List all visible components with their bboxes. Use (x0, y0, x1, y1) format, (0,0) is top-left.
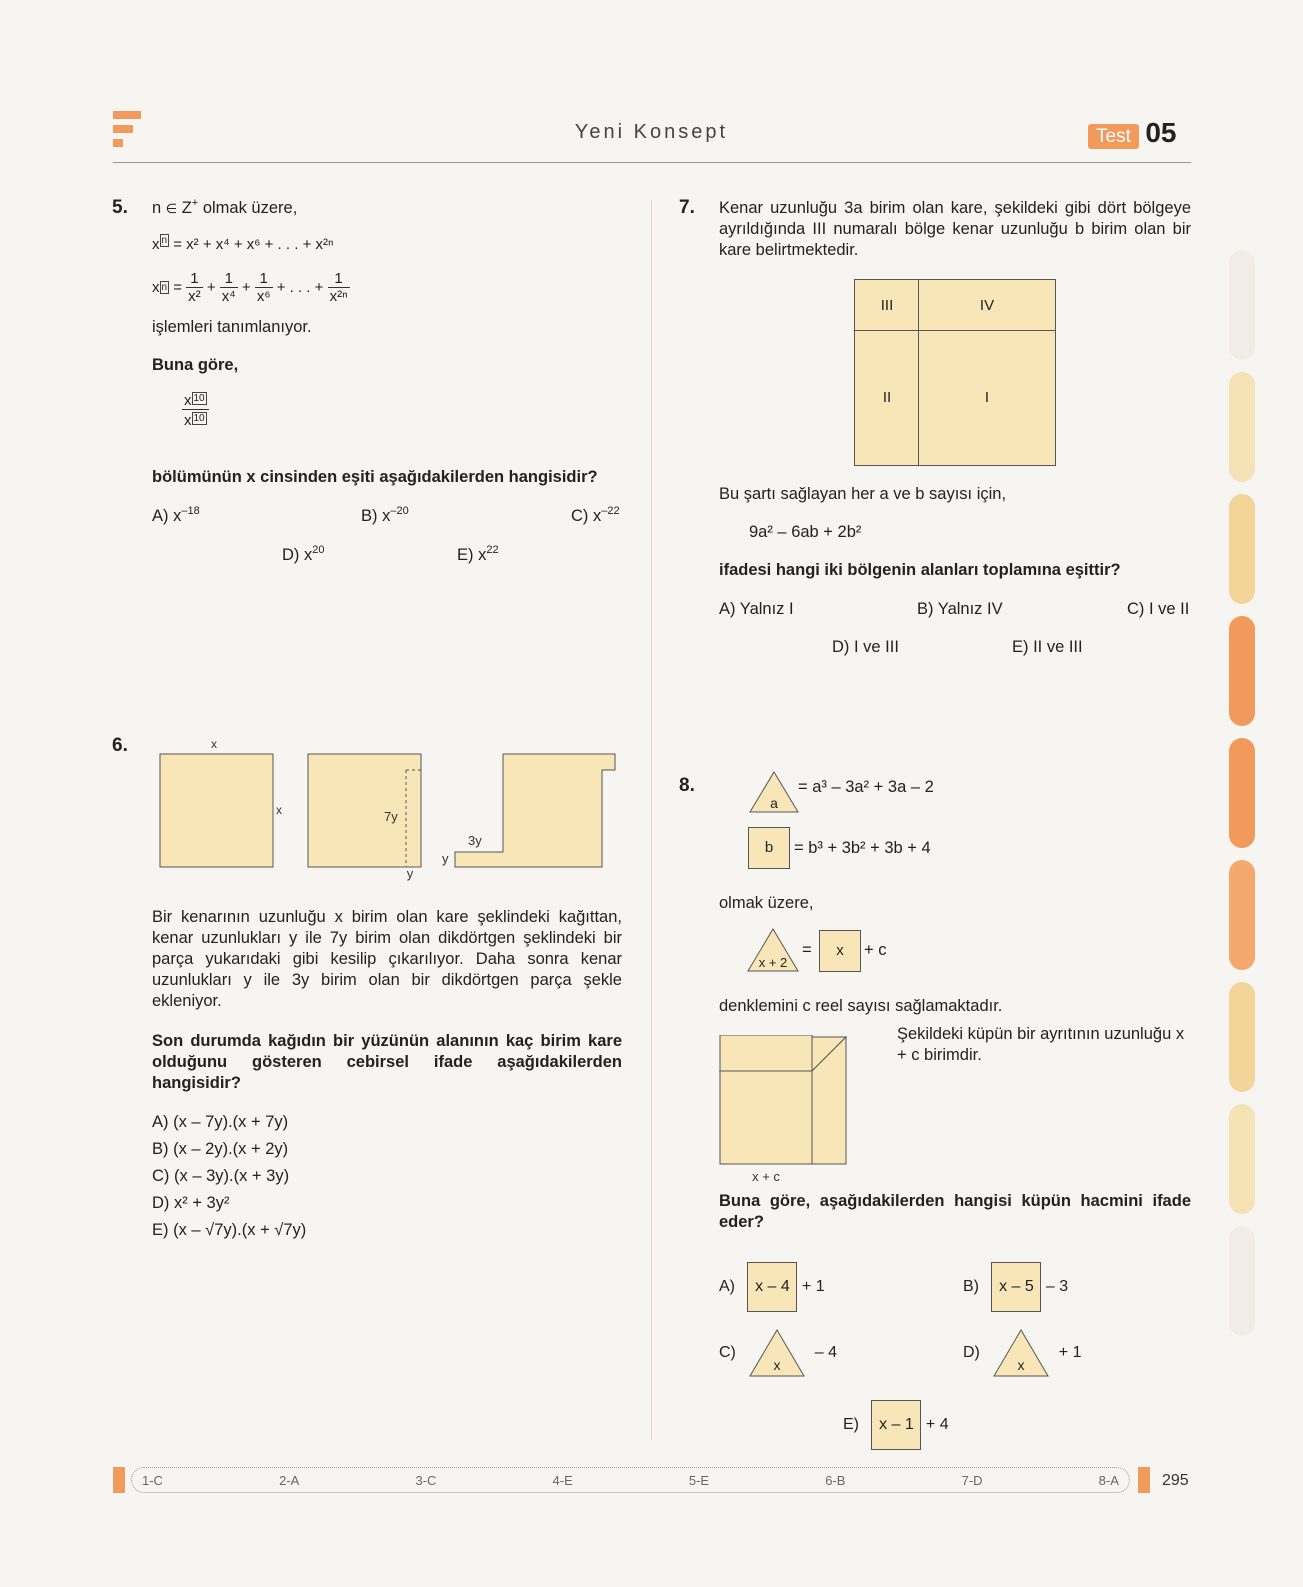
q6-cut-square (308, 754, 421, 867)
q5-after: işlemleri tanımlanıyor. (152, 318, 312, 336)
q7-figure (854, 279, 1055, 465)
q7-number: 7. (679, 197, 695, 218)
q8-number: 8. (679, 775, 695, 796)
q5-definition-2: x n = $\frac{1}{\text{x²}}$ + $\frac{1}{\text{x⁴}}$ + $\frac{1}{\text{x⁶}}$ + . . . + $\frac{1}{\text{x²ⁿ}}$ (152, 270, 348, 305)
q8-option-c[interactable]: C) x – 4 (719, 1328, 837, 1378)
footer-left-mark (113, 1467, 125, 1493)
q5-option-b[interactable]: B) $x^{-20}$ (361, 505, 409, 525)
answer-5: 5-E (688, 1472, 710, 1488)
svg-text:x: x (1017, 1357, 1025, 1373)
q5-option-a[interactable]: A) $x^{-18}$ (152, 505, 200, 525)
q6-label-x-side: x (276, 803, 282, 817)
page-number: 295 (1162, 1472, 1189, 1489)
q7-question: ifadesi hangi iki bölgenin alanları toplamına eşittir? (719, 561, 1121, 579)
q6-option-e[interactable]: E) (x – √7y).(x + √7y) (152, 1221, 307, 1239)
q6-label-y-bottom: y (406, 866, 414, 881)
q8-eq-equals: = (802, 941, 812, 959)
side-tab-3 (1229, 494, 1255, 604)
header-title: Yeni Konsept (574, 121, 729, 143)
q6-option-c[interactable]: C) (x – 3y).(x + 3y) (152, 1167, 290, 1185)
q7-expression: 9a² – 6ab + 2b² (749, 523, 862, 541)
answer-4: 4-E (552, 1472, 573, 1488)
test-badge (1088, 117, 1176, 149)
q6-square (160, 754, 273, 867)
q8-cube (718, 1035, 853, 1185)
region-IV: IV (918, 279, 1056, 332)
q8-question: Buna göre, aşağıdakilerden hangisi küpün hacmini ifade eder? (719, 1192, 1191, 1231)
q6-option-b[interactable]: B) (x – 2y).(x + 2y) (152, 1140, 289, 1158)
q8-sq-definition: = b³ + 3b² + 3b + 4 (794, 839, 931, 857)
q6-final-shape (455, 754, 615, 867)
header-rule (113, 162, 1191, 163)
q5-option-c[interactable]: C) $x^{-22}$ (571, 505, 620, 525)
side-tab-2 (1229, 372, 1255, 482)
test-number: 05 (1145, 117, 1177, 148)
answer-1: 1-C (142, 1472, 163, 1488)
answer-7: 7-D (961, 1472, 983, 1488)
q6-number: 6. (112, 735, 128, 756)
side-tab-7 (1229, 982, 1255, 1092)
q8-cube-label: x + c (752, 1169, 780, 1184)
q6-label-7y: 7y (384, 809, 398, 824)
q8-tri-definition: = a³ – 3a² + 3a – 2 (798, 778, 934, 796)
q8-eq-triangle (746, 927, 800, 973)
q5-option-d[interactable]: D) $x^{20}$ (282, 544, 325, 564)
q6-option-a[interactable]: A) (x – 7y).(x + 7y) (152, 1113, 289, 1131)
region-II: II (854, 330, 920, 466)
q8-olmak: olmak üzere, (719, 894, 814, 912)
q8-eq-rest: + c (864, 941, 887, 959)
side-tab-8 (1229, 1104, 1255, 1214)
q7-option-a[interactable]: A) Yalnız I (719, 600, 794, 618)
q5-option-e[interactable]: E) $x^{22}$ (457, 544, 499, 564)
svg-text:x + 2: x + 2 (758, 955, 788, 970)
answer-3: 3-C (415, 1472, 437, 1488)
q6-figure (150, 740, 630, 890)
q6-label-x-top: x (211, 740, 217, 751)
q8-option-d[interactable]: D) x + 1 (963, 1328, 1081, 1378)
q5-intro: n ∈ Z+ olmak üzere, (152, 197, 298, 217)
q8-denklem: denklemini c reel sayısı sağlamaktadır. (719, 997, 1003, 1015)
q8-option-e[interactable]: E) x – 1 + 4 (843, 1400, 949, 1450)
side-tab-1 (1229, 250, 1255, 360)
q5-expression: x 10 x 10 (182, 392, 209, 429)
q5-definition-1: x n = x² + x⁴ + x⁶ + . . . + x²ⁿ (152, 235, 334, 253)
q6-question: Son durumda kağıdın bir yüzünün alanının kaç birim kare olduğunu gösteren cebirsel ifade aşağıdakilerden hangisidir? (152, 1032, 622, 1092)
q5-buna: Buna göre, (152, 356, 239, 374)
q8-triangle-a (748, 770, 800, 814)
side-tab-6 (1229, 860, 1255, 970)
footer-right-mark (1138, 1467, 1150, 1493)
answer-2: 2-A (279, 1472, 300, 1488)
q8-option-b[interactable]: B) x – 5 – 3 (963, 1262, 1068, 1312)
answer-6: 6-B (825, 1472, 846, 1488)
svg-text:a: a (770, 795, 778, 811)
q6-label-3y: 3y (468, 833, 482, 848)
q6-label-y-left: y (442, 851, 449, 866)
region-III: III (854, 279, 920, 332)
svg-text:x: x (773, 1357, 781, 1373)
answer-8: 8-A (1098, 1472, 1119, 1488)
q5-question: bölümünün x cinsinden eşiti aşağıdakilerden hangisidir? (152, 468, 598, 486)
q7-text: Kenar uzunluğu 3a birim olan kare, şekildeki gibi dört bölgeye ayrıldığında III numaralı bölge kenar uzunluğu b birim olan bir kare belirtmektedir. (719, 199, 1191, 259)
q8-cube-text: Şekildeki küpün bir ayrıtının uzunluğu x + c birimdir. (897, 1025, 1185, 1064)
q5-number: 5. (112, 197, 128, 218)
q7-option-d[interactable]: D) I ve III (832, 638, 899, 656)
q7-condition: Bu şartı sağlayan her a ve b sayısı için, (719, 485, 1007, 503)
side-tab-9 (1229, 1226, 1255, 1336)
q8-eq-square: x (819, 930, 861, 972)
column-divider (651, 200, 652, 1440)
q6-text: Bir kenarının uzunluğu x birim olan kare şeklindeki kağıttan, kenar uzunlukları y ile 7y birim olan dikdörtgen şeklindeki bir parça yukarıdaki gibi kesilip çıkarılıyor. Daha sonra kenar uzunlukları y ile 3y birim olan bir dikdörtgen parça şekle ekleniyor. (152, 908, 622, 1010)
q7-option-b[interactable]: B) Yalnız IV (917, 600, 1003, 618)
q7-option-e[interactable]: E) II ve III (1012, 638, 1083, 656)
q7-option-c[interactable]: C) I ve II (1127, 600, 1190, 618)
side-tab-4 (1229, 616, 1255, 726)
side-tab-5 (1229, 738, 1255, 848)
q6-option-d[interactable]: D) x² + 3y² (152, 1194, 230, 1212)
region-I: I (918, 330, 1056, 466)
q8-option-a[interactable]: A) x – 4 + 1 (719, 1262, 825, 1312)
answer-key (131, 1467, 1130, 1493)
q8-square-b: b (748, 827, 790, 869)
test-label: Test (1088, 124, 1139, 149)
